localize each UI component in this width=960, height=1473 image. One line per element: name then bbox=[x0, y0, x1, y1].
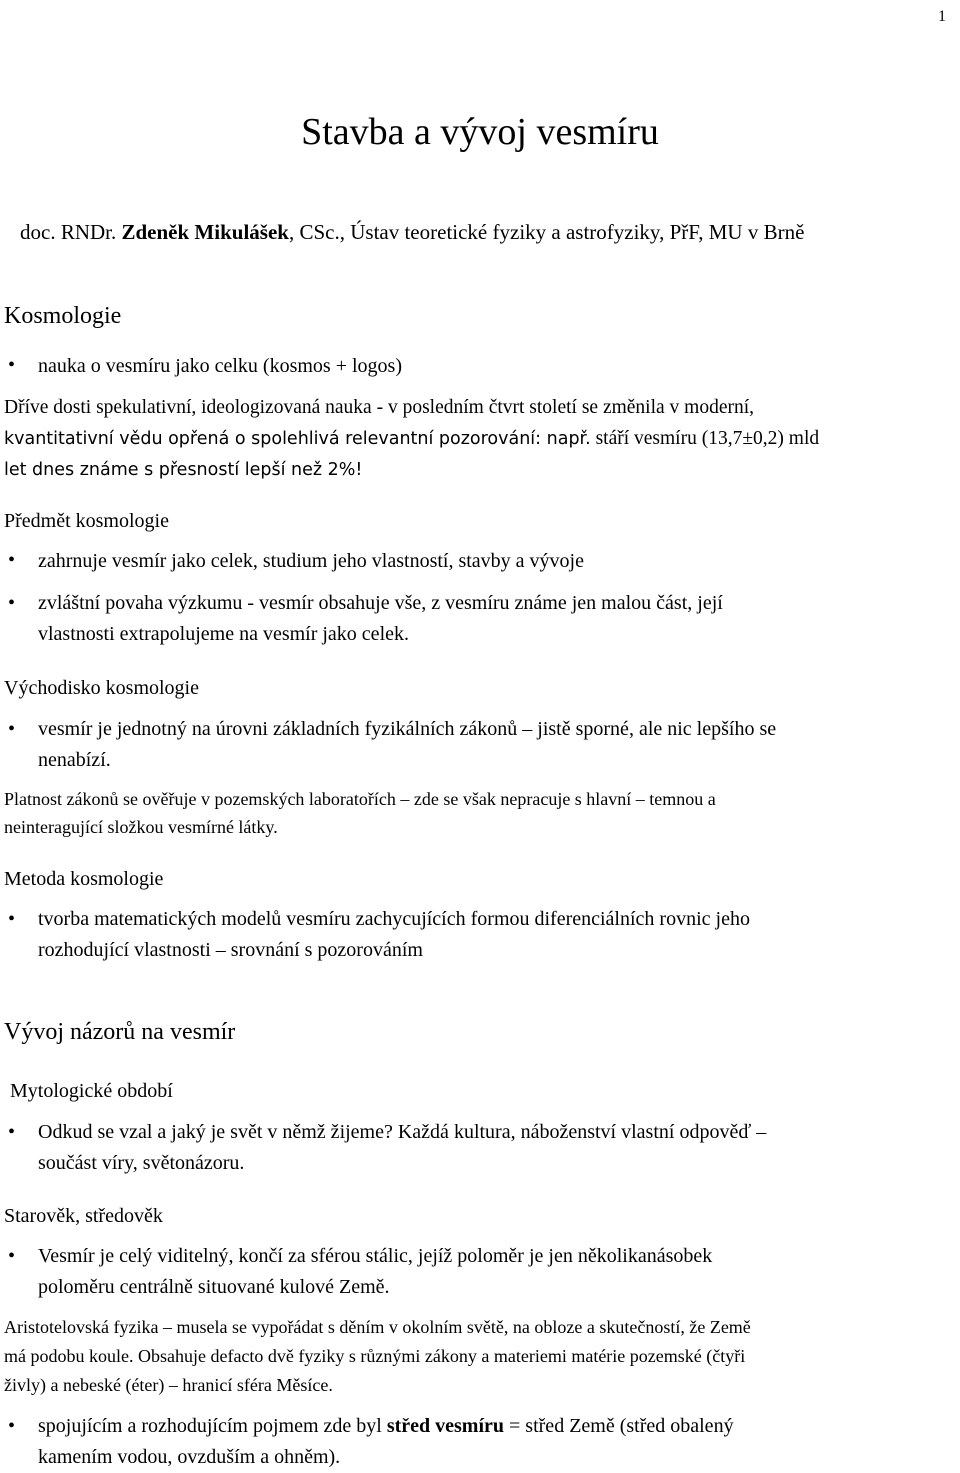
starovek-bullet1-line1: Vesmír je celý viditelný, končí za sférou stálic, jejíž poloměr je jen několikanásobek bbox=[38, 1245, 713, 1267]
kosmologie-para-line1: Dříve dosti spekulativní, ideologizovaná nauka - v posledním čtvrt století se změnila v moderní, bbox=[4, 397, 755, 418]
page-title: Stavba a vývoj vesmíru bbox=[301, 111, 659, 153]
mytologicke-bullet-line1: Odkud se vzal a jaký je svět v němž žijeme? Každá kultura, náboženství vlastní odpověď – bbox=[38, 1121, 767, 1143]
predmet-bullet2-line1: zvláštní povaha výzkumu - vesmír obsahuje vše, z vesmíru známe jen malou část, její bbox=[38, 592, 723, 614]
starovek-bullet2-post: = střed Země (střed obalený bbox=[504, 1415, 734, 1437]
vychodisko-bullet-line2: nenabízí. bbox=[38, 749, 111, 771]
bullet-icon: • bbox=[8, 718, 16, 740]
starovek-bullet2-line2: kamením vodou, ovzduším a ohněm). bbox=[38, 1446, 341, 1468]
bullet-icon: • bbox=[8, 1245, 16, 1267]
author-prefix: doc. RNDr. bbox=[20, 220, 122, 244]
kosmologie-para-line2 bbox=[4, 423, 819, 455]
starovek-bullet2-bold: střed vesmíru bbox=[386, 1415, 505, 1437]
heading-kosmologie: Kosmologie bbox=[4, 303, 122, 329]
starovek-para-line1: Aristotelovská fyzika – musela se vypořádat s děním v okolním světě, na obloze a skutečností, že Země bbox=[4, 1317, 751, 1337]
heading-mytologicke: Mytologické období bbox=[10, 1080, 173, 1102]
heading-vyvoj: Vývoj názorů na vesmír bbox=[4, 1019, 236, 1045]
page-number: 1 bbox=[938, 8, 946, 25]
kosmologie-para-line3: let dnes známe s přesností lepší než 2%! bbox=[4, 460, 363, 480]
bullet-icon: • bbox=[8, 908, 16, 930]
metoda-bullet-line1: tvorba matematických modelů vesmíru zachycujících formou diferenciálních rovnic jeho bbox=[38, 908, 750, 930]
predmet-bullet2-line2: vlastnosti extrapolujeme na vesmír jako celek. bbox=[38, 623, 409, 645]
vychodisko-para-line2: neinteragující složkou vesmírné látky. bbox=[4, 817, 278, 837]
heading-predmet: Předmět kosmologie bbox=[4, 510, 169, 532]
kosmologie-para-line2-sans: kvantitativní vědu opřená o spolehlivá relevantní pozorování: např. bbox=[4, 429, 591, 449]
vychodisko-para-line1: Platnost zákonů se ověřuje v pozemských laboratořích – zde se však nepracuje s hlavní – temnou a bbox=[4, 789, 716, 809]
kosmologie-para-line2-serif: stáří vesmíru (13,7±0,2) mld bbox=[590, 428, 820, 449]
heading-metoda: Metoda kosmologie bbox=[4, 868, 164, 890]
bullet-icon: • bbox=[8, 1415, 16, 1437]
heading-starovek: Starověk, středověk bbox=[4, 1205, 163, 1227]
bullet-icon: • bbox=[8, 549, 16, 571]
starovek-para-line3: živly) a nebeské (éter) – hranicí sféra Měsíce. bbox=[4, 1375, 333, 1395]
kosmologie-bullet: nauka o vesmíru jako celku (kosmos + logos) bbox=[38, 355, 402, 377]
heading-vychodisko: Východisko kosmologie bbox=[4, 677, 199, 699]
mytologicke-bullet-line2: součást víry, světonázoru. bbox=[38, 1152, 245, 1174]
predmet-bullet1: zahrnuje vesmír jako celek, studium jeho vlastností, stavby a vývoje bbox=[38, 550, 584, 572]
author-name: Zdeněk Mikulášek bbox=[121, 220, 289, 244]
author-suffix: , CSc., Ústav teoretické fyziky a astrofyziky, PřF, MU v Brně bbox=[288, 220, 805, 244]
vychodisko-bullet-line1: vesmír je jednotný na úrovni základních fyzikálních zákonů – jistě sporné, ale nic lepšího se bbox=[38, 718, 777, 740]
bullet-icon: • bbox=[8, 1121, 16, 1143]
starovek-bullet2-line1 bbox=[38, 1411, 734, 1442]
author-line bbox=[20, 220, 804, 245]
starovek-bullet2-pre: spojujícím a rozhodujícím pojmem zde byl bbox=[38, 1415, 387, 1437]
bullet-icon: • bbox=[8, 592, 16, 614]
bullet-icon: • bbox=[8, 354, 16, 376]
starovek-bullet1-line2: poloměru centrálně situované kulové Země. bbox=[38, 1276, 390, 1298]
metoda-bullet-line2: rozhodující vlastnosti – srovnání s pozorováním bbox=[38, 939, 423, 961]
starovek-para-line2: má podobu koule. Obsahuje defacto dvě fyziky s různými zákony a materiemi matérie pozemské (čtyři bbox=[4, 1346, 746, 1366]
